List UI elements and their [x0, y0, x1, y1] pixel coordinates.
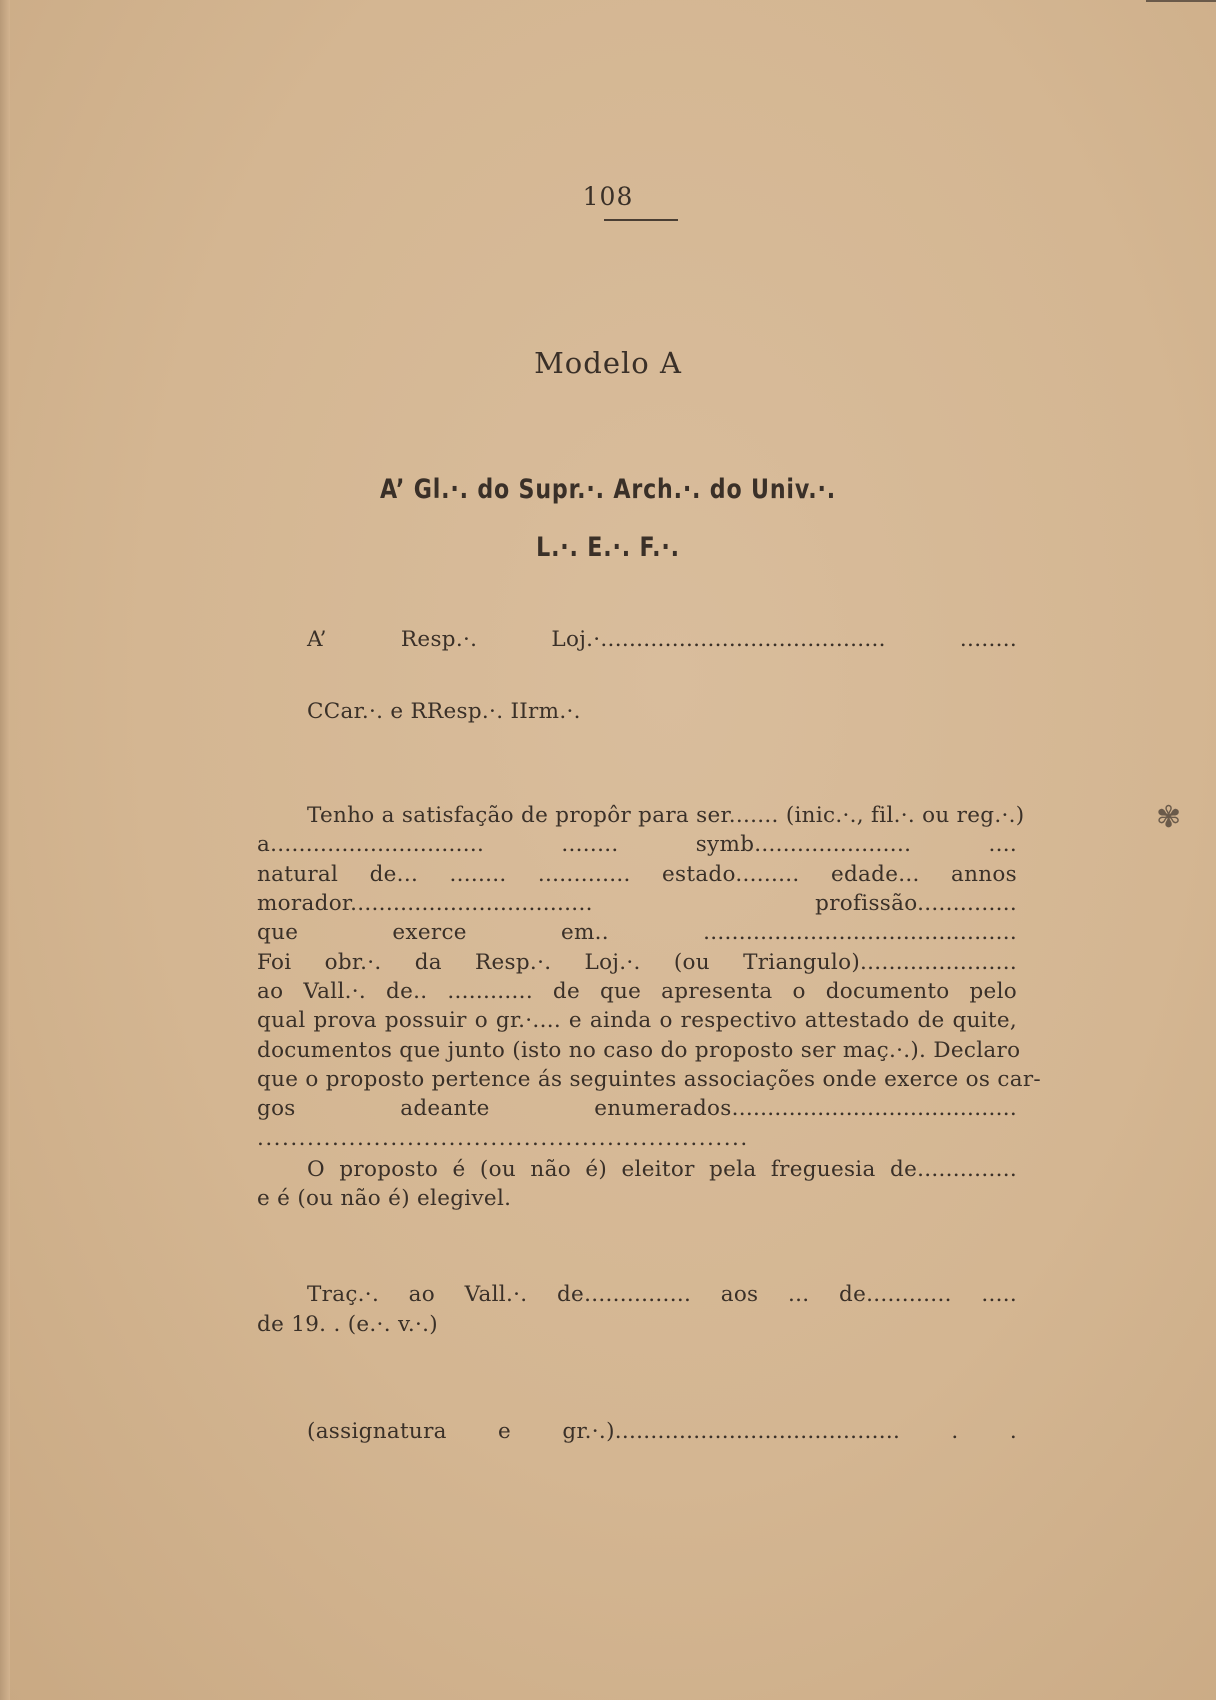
body-line-5: que exerce em.. ............................................	[257, 920, 1017, 945]
body-line-2: a.............................. ........ symb...................... ....	[257, 832, 1017, 857]
body-line-7: ao Vall.·. de.. ............ de que apresenta o documento pelo	[257, 979, 1017, 1004]
body-line-6: Foi obr.·. da Resp.·. Loj.·. (ou Triangulo)......................	[257, 950, 1017, 975]
body-line-3: natural de... ........ ............. estado......... edade... annos	[257, 862, 1017, 887]
body-line-8: qual prova possuir o gr.·.... e ainda o respectivo attestado de quite,	[257, 1008, 1017, 1033]
body-line-11: gos adeante enumerados........................................	[257, 1096, 1017, 1121]
top-edge-mark	[1146, 0, 1216, 2]
body-line-4: morador.................................. profissão..............	[257, 891, 1017, 916]
page-edge-shadow	[0, 0, 10, 1700]
body-line-12: ...........................................................	[257, 1126, 749, 1151]
page-number-rule	[604, 219, 678, 221]
signature-line: (assignatura e gr.·.)........................................ . .	[307, 1419, 1017, 1444]
address-salutation: CCar.·. e RResp.·. IIrm.·.	[307, 699, 581, 724]
heading-line-1: A’ Gl.·. do Supr.·. Arch.·. do Univ.·.	[380, 474, 836, 505]
closing-line-1: Traç.·. ao Vall.·. de............... aos ... de............ .....	[307, 1282, 1017, 1307]
body-line-9: documentos que junto (isto no caso do proposto ser maç.·.). Declaro	[257, 1038, 1021, 1063]
body-line-14: e é (ou não é) elegivel.	[257, 1186, 512, 1211]
heading-line-2: L.·. E.·. F.·.	[536, 532, 680, 563]
closing-line-2: de 19. . (e.·. v.·.)	[257, 1312, 438, 1337]
page-number: 108	[582, 182, 634, 211]
body-line-13: O proposto é (ou não é) eleitor pela freguesia de..............	[307, 1157, 1017, 1182]
body-line-10: que o proposto pertence ás seguintes associações onde exerce os car-	[257, 1067, 1041, 1092]
margin-smudge-icon: ✾	[1156, 800, 1182, 835]
body-line-1: Tenho a satisfação de propôr para ser....... (inic.·., fil.·. ou reg.·.)	[307, 803, 1025, 828]
form-title: Modelo A	[534, 346, 682, 380]
address-loja: A’ Resp.·. Loj.·........................................ ........	[307, 627, 1017, 652]
